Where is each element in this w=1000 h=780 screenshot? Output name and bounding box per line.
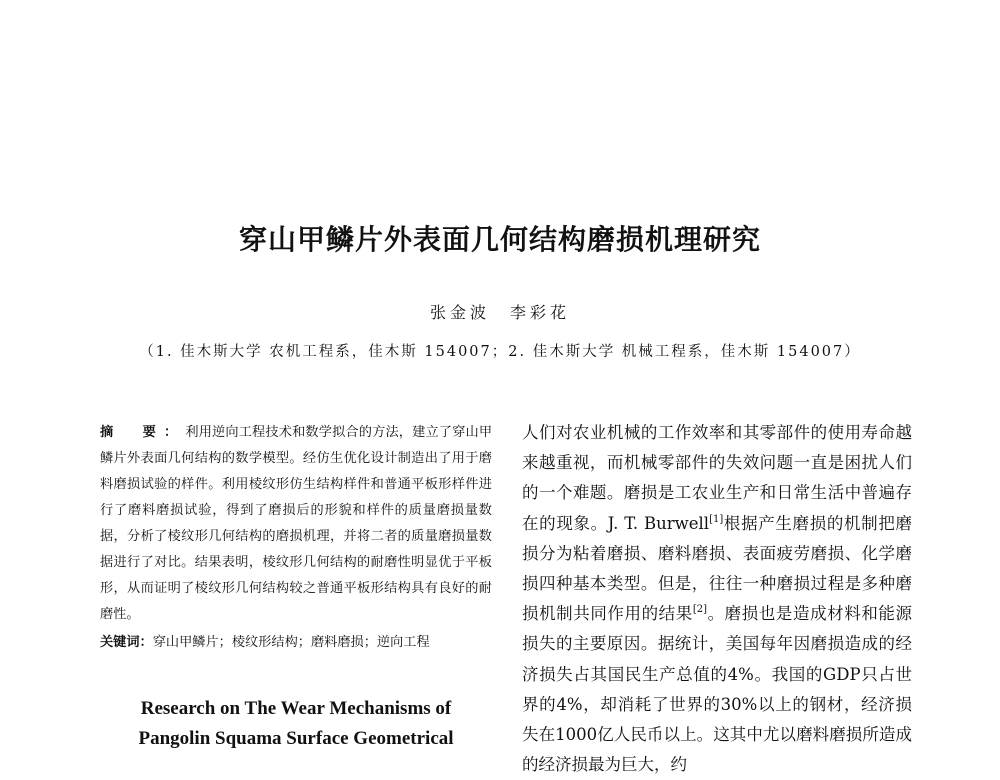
body-text-part-2: 根据产生磨损的机制把磨损分为粘着磨损、磨料磨损、表面疲劳磨损、化学磨损四种基本类型。但是，往往一种磨损过程是多种磨损机制共同作用的结果 <box>522 513 913 624</box>
author-names: 张金波 李彩花 <box>429 303 570 322</box>
author-affiliations: （1. 佳木斯大学 农机工程系，佳木斯 154007；2. 佳木斯大学 机械工程系，佳木斯 154007） <box>139 344 861 360</box>
keywords <box>100 630 492 656</box>
body-text-part-1: 人们对农业机械的工作效率和其零部件的使用寿命越来越重视，而机械零部件的失效问题一直是困扰人们的一个难题。磨损是工农业生产和日常生活中普遍存在的现象。J. T. Burwell <box>522 423 912 533</box>
english-title-line-2: Pangolin Squama Surface Geometrical <box>138 728 454 749</box>
abstract <box>100 420 492 628</box>
english-title <box>100 694 492 754</box>
english-title-line-1: Research on The Wear Mechanisms of <box>140 698 452 719</box>
left-column <box>100 420 492 754</box>
keywords-text: 穿山甲鳞片；棱纹形结构；磨料磨损；逆向工程 <box>152 635 430 650</box>
abstract-text: 利用逆向工程技术和数学拟合的方法，建立了穿山甲鳞片外表面几何结构的数学模型。经仿生优化设计制造出了用于磨料磨损试验的样件。利用棱纹形仿生结构样件和普通平板形样件进行了磨料磨损试验，得到了磨损后的形貌和样件的质量磨损量数据，分析了棱纹形几何结构的磨损机理，并将二者的质量磨损量数据进行了对比。结果表明，棱纹形几何结构的耐磨性明显优于平板形，从而证明了棱纹形几何结构较之普通平板形结构具有良好的耐磨性。 <box>100 425 493 622</box>
body-text <box>522 418 912 780</box>
citation-ref-1: [1] <box>709 513 724 525</box>
paper-title: 穿山甲鳞片外表面几何结构磨损机理研究 <box>238 223 761 256</box>
citation-ref-2: [2] <box>692 604 708 616</box>
body-text-part-3: 。磨损也是造成材料和能源损失的主要原因。据统计，美国每年因磨损造成的经济损失占其国民生产总值的4%。我国的GDP只占世界的4%，却消耗了世界的30%以上的钢材，经济损失在1000亿人民币以上。这其中尤以磨料磨损所造成的经济损最为巨大，约 <box>522 604 913 775</box>
keywords-label: 关键词： <box>100 635 153 650</box>
abstract-label: 摘 要： <box>100 425 186 440</box>
